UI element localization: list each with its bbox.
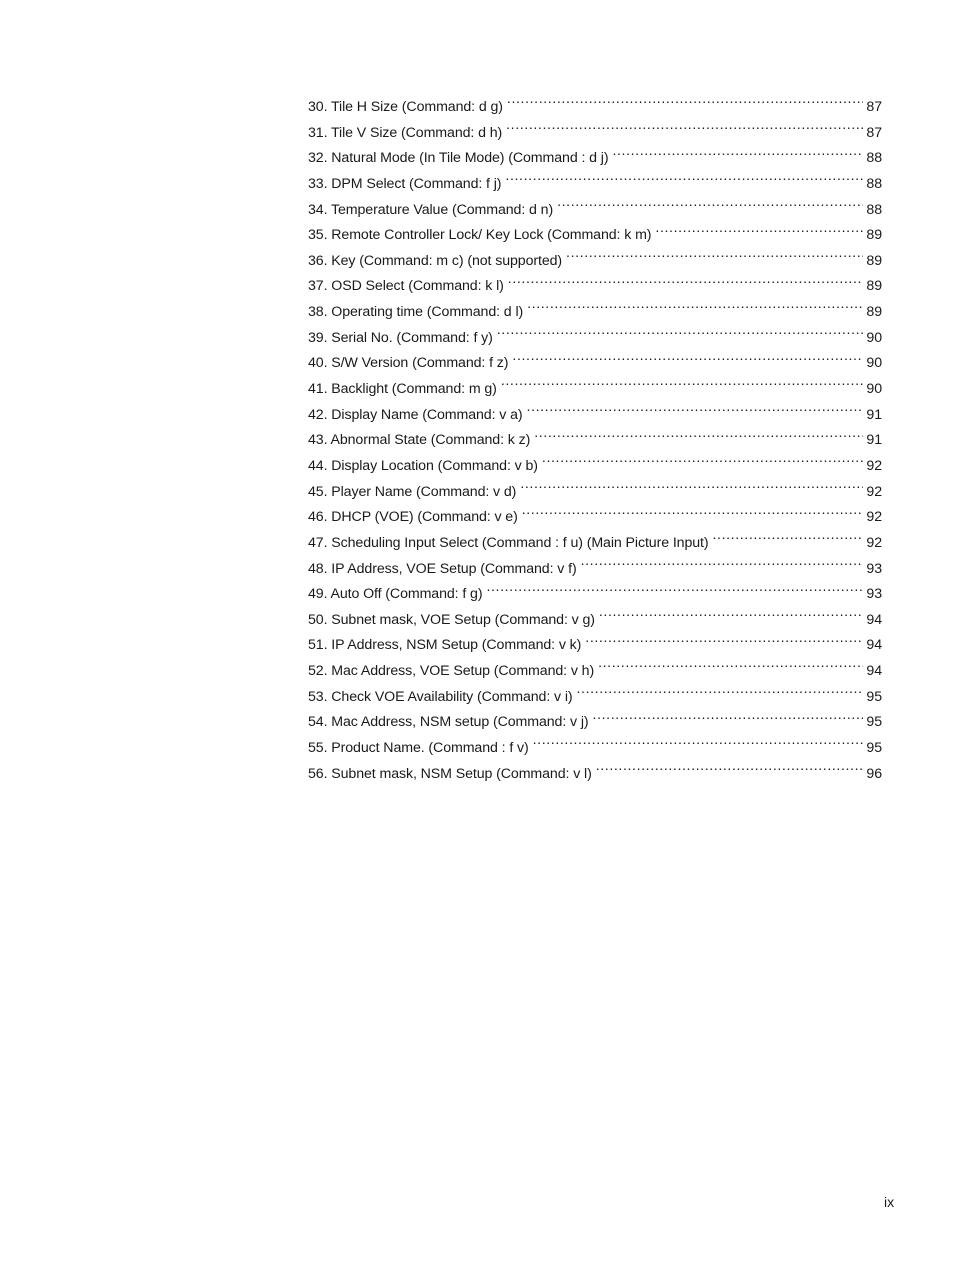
toc-entry-page: 92 [866, 457, 882, 474]
toc-dot-leader [506, 122, 863, 136]
toc-entry[interactable] [308, 608, 882, 634]
toc-entry[interactable] [308, 454, 882, 480]
toc-entry[interactable] [308, 95, 882, 121]
toc-entry-page: 93 [866, 560, 882, 577]
toc-dot-leader [512, 353, 863, 367]
toc-dot-leader [508, 276, 864, 290]
toc-entry-title: 31. Tile V Size (Command: d h) [308, 124, 503, 141]
toc-dot-leader [486, 584, 863, 598]
toc-dot-leader [581, 558, 864, 572]
toc-entry-page: 94 [866, 637, 882, 654]
toc-entry[interactable] [308, 480, 882, 506]
toc-dot-leader [497, 328, 864, 342]
toc-entry-title: 42. Display Name (Command: v a) [308, 406, 523, 423]
toc-entry-title: 46. DHCP (VOE) (Command: v e) [308, 509, 518, 526]
toc-entry-page: 95 [866, 740, 882, 757]
toc-entry[interactable] [308, 736, 882, 762]
toc-entry-title: 37. OSD Select (Command: k l) [308, 278, 504, 295]
toc-dot-leader [566, 251, 863, 265]
toc-entry[interactable] [308, 223, 882, 249]
toc-entry-page: 92 [866, 534, 882, 551]
toc-dot-leader [522, 507, 864, 521]
toc-entry-page: 90 [866, 381, 882, 398]
toc-entry[interactable] [308, 274, 882, 300]
toc-entry-page: 91 [866, 432, 882, 449]
toc-entry[interactable] [308, 121, 882, 147]
toc-entry[interactable] [308, 377, 882, 403]
page-number: ix [884, 1194, 895, 1210]
toc-entry[interactable] [308, 146, 882, 172]
toc-entry[interactable] [308, 326, 882, 352]
toc-entry-page: 89 [866, 227, 882, 244]
toc-entry-page: 95 [866, 714, 882, 731]
toc-entry[interactable] [308, 659, 882, 685]
toc-entry[interactable] [308, 172, 882, 198]
toc-entry[interactable] [308, 300, 882, 326]
toc-entry[interactable] [308, 531, 882, 557]
toc-dot-leader [527, 302, 863, 316]
toc-entry-title: 40. S/W Version (Command: f z) [308, 355, 509, 372]
toc-dot-leader [520, 481, 863, 495]
toc-entry[interactable] [308, 762, 882, 788]
toc-dot-leader [507, 97, 863, 111]
toc-entry-title: 41. Backlight (Command: m g) [308, 381, 497, 398]
toc-entry-page: 89 [866, 252, 882, 269]
toc-entry-title: 56. Subnet mask, NSM Setup (Command: v l) [308, 765, 592, 782]
toc-dot-leader [598, 661, 863, 675]
toc-dot-leader [713, 533, 864, 547]
toc-entry-page: 88 [866, 175, 882, 192]
toc-entry[interactable] [308, 249, 882, 275]
toc-entry[interactable] [308, 198, 882, 224]
toc-dot-leader [505, 174, 863, 188]
toc-entry-title: 55. Product Name. (Command : f v) [308, 740, 529, 757]
toc-entry-title: 53. Check VOE Availability (Command: v i) [308, 688, 573, 705]
toc-dot-leader [534, 430, 863, 444]
toc-entry-page: 92 [866, 483, 882, 500]
toc-entry-title: 48. IP Address, VOE Setup (Command: v f) [308, 560, 577, 577]
toc-entry-title: 32. Natural Mode (In Tile Mode) (Command : d j) [308, 150, 609, 167]
toc-entry-title: 38. Operating time (Command: d l) [308, 304, 524, 321]
toc-entry-title: 30. Tile H Size (Command: d g) [308, 99, 503, 115]
toc-dot-leader [527, 405, 864, 419]
toc-entry-page: 96 [866, 765, 882, 782]
toc-dot-leader [585, 635, 863, 649]
toc-entry-title: 43. Abnormal State (Command: k z) [308, 432, 531, 449]
toc-entry-title: 35. Remote Controller Lock/ Key Lock (Command: k m) [308, 227, 652, 244]
toc-dot-leader [593, 712, 864, 726]
toc-entry[interactable] [308, 685, 882, 711]
toc-entry-title: 33. DPM Select (Command: f j) [308, 175, 502, 192]
table-of-contents [308, 95, 882, 787]
toc-entry-title: 54. Mac Address, NSM setup (Command: v j) [308, 714, 589, 731]
toc-entry-title: 50. Subnet mask, VOE Setup (Command: v g) [308, 611, 595, 628]
toc-entry[interactable] [308, 582, 882, 608]
toc-entry[interactable] [308, 633, 882, 659]
toc-entry[interactable] [308, 505, 882, 531]
toc-entry-page: 91 [866, 406, 882, 423]
toc-entry[interactable] [308, 428, 882, 454]
toc-entry-title: 34. Temperature Value (Command: d n) [308, 201, 554, 218]
toc-dot-leader [557, 199, 863, 213]
toc-entry-page: 87 [866, 99, 882, 115]
toc-entry-title: 52. Mac Address, VOE Setup (Command: v h) [308, 663, 595, 680]
toc-entry-title: 44. Display Location (Command: v b) [308, 457, 538, 474]
toc-entry[interactable] [308, 403, 882, 429]
toc-entry-page: 92 [866, 509, 882, 526]
toc-entry[interactable] [308, 710, 882, 736]
toc-entry-page: 88 [866, 150, 882, 167]
toc-entry-title: 45. Player Name (Command: v d) [308, 483, 517, 500]
toc-dot-leader [501, 379, 864, 393]
toc-entry[interactable] [308, 557, 882, 583]
toc-entry-title: 51. IP Address, NSM Setup (Command: v k) [308, 637, 582, 654]
toc-entry-page: 94 [866, 611, 882, 628]
toc-entry-page: 87 [866, 124, 882, 141]
toc-dot-leader [599, 610, 864, 624]
toc-dot-leader [577, 687, 864, 701]
toc-entry-page: 88 [866, 201, 882, 218]
toc-entry-title: 47. Scheduling Input Select (Command : f u) (Main Picture Input) [308, 534, 709, 551]
toc-dot-leader [596, 763, 864, 777]
toc-entry-page: 93 [866, 586, 882, 603]
toc-entry-title: 39. Serial No. (Command: f y) [308, 329, 493, 346]
toc-entry-page: 94 [866, 663, 882, 680]
toc-entry-page: 90 [866, 355, 882, 372]
toc-entry-page: 90 [866, 329, 882, 346]
toc-dot-leader [542, 456, 863, 470]
toc-dot-leader [655, 225, 863, 239]
toc-entry[interactable] [308, 351, 882, 377]
toc-dot-leader [533, 738, 864, 752]
toc-entry-page: 89 [866, 278, 882, 295]
toc-dot-leader [612, 148, 863, 162]
toc-entry-page: 89 [866, 304, 882, 321]
toc-entry-page: 95 [866, 688, 882, 705]
toc-entry-title: 49. Auto Off (Command: f g) [308, 586, 483, 603]
toc-entry-title: 36. Key (Command: m c) (not supported) [308, 252, 563, 269]
